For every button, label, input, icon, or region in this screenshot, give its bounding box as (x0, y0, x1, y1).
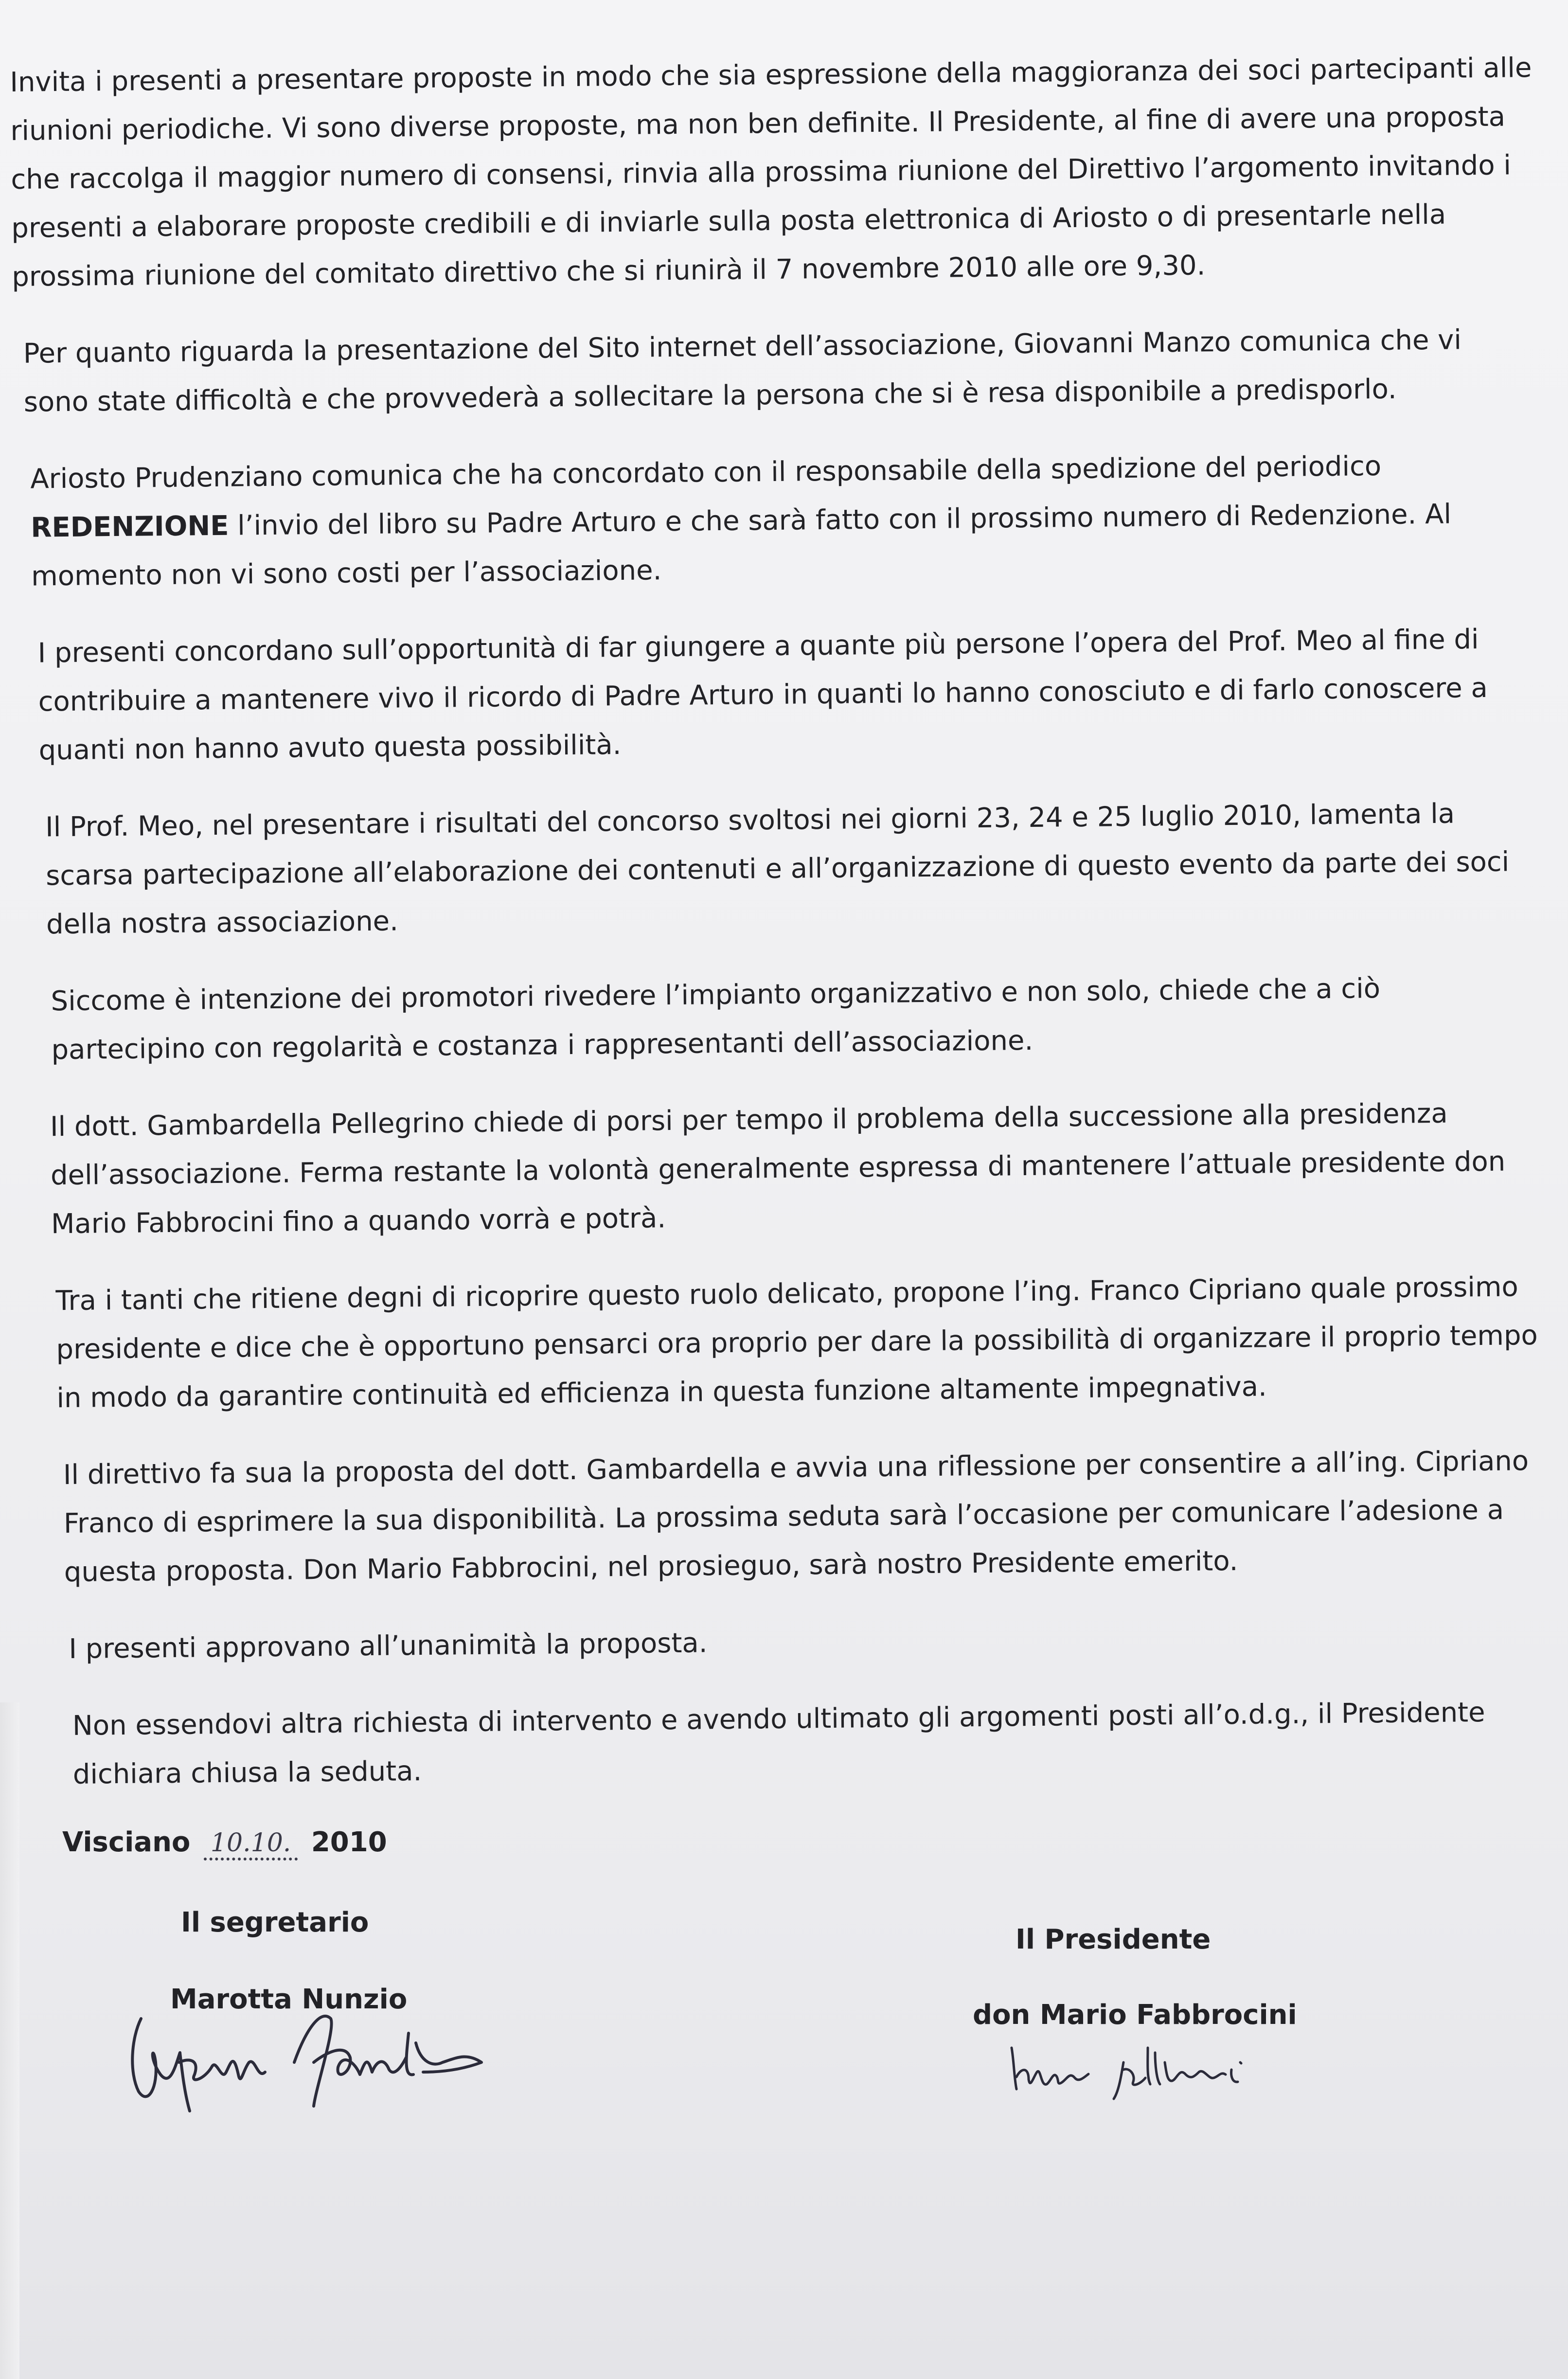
place-and-date (62, 1826, 387, 1860)
paragraph-meo-work: I presenti concordano sull’opportunità di far giungere a quante più persone l’opera del Prof. Meo al fine di contribuire a mantenere vivo il ricordo di Padre Arturo in quanti lo hanno conosciuto e di farlo conoscere a quanti non hanno avuto questa possibilità. (37, 624, 1488, 767)
ariosto-intro: Ariosto Prudenziano comunica che ha concordato con il responsabile della spedizione del periodico (30, 450, 1382, 495)
redenzione-emphasis: REDENZIONE (30, 510, 229, 544)
paragraph-contest: Il Prof. Meo, nel presentare i risultati del concorso svoltosi nei giorni 23, 24 e 25 luglio 2010, lamenta la scarsa partecipazione all’elaborazione dei contenuti e all’organizzazione di questo evento da parte dei soci della nostra associazione. (45, 798, 1510, 941)
paragraph-closing: Non essendovi altra richiesta di intervento e avendo ultimato gli argomenti posti all’o.d.g., il Presidente dichiara chiusa la seduta. (72, 1697, 1485, 1790)
paragraph-proposals: Invita i presenti a presentare proposte in modo che sia espressione della maggioranza dei soci partecipanti alle riunioni periodiche. Vi sono diverse proposte, ma non ben definite. Il Presidente, al fine di avere una proposta che raccolga il maggior numero di consensi, rinvia alla prossima riunione del Direttivo l’argomento invitando i presenti a elaborare proposte credibili e di inviarle sulla posta elettronica di Ariosto o di presentarle nella prossima riunione del comitato direttivo che si riunirà il 7 novembre 2010 alle ore 9,30. (10, 52, 1532, 293)
handwritten-date: 10.10. (204, 1828, 298, 1860)
paragraph-approval: I presenti approvano all’unanimità la proposta. (69, 1627, 708, 1665)
secretary-name: Marotta Nunzio (170, 1984, 408, 2015)
paragraph-ariosto (30, 441, 1537, 601)
minutes-body (10, 44, 1549, 1828)
president-title: Il Presidente (1016, 1924, 1211, 1955)
date-year: 2010 (311, 1826, 387, 1858)
paragraph-board-decision: Il direttivo fa sua la proposta del dott. Gambardella e avvia una riflessione per consentire a all’ing. Cipriano Franco di esprimere la sua disponibilità. La prossima seduta sarà l’occasione per comunicare l’adesione a questa proposta. Don Mario Fabbrocini, nel prosieguo, sarà nostro Presidente emerito. (63, 1445, 1529, 1589)
paragraph-succession: Il dott. Gambardella Pellegrino chiede di porsi per tempo il problema della successione alla presidenza dell’associazione. Ferma restante la volontà generalmente espressa di mantenere l’attuale presidente don Mario Fabbrocini fino a quando vorrà e potrà. (50, 1097, 1506, 1240)
paragraph-reorganization: Siccome è intenzione dei promotori rivedere l’impianto organizzativo e non solo, chiede che a ciò partecipino con regolarità e costanza i rappresentanti dell’associazione. (51, 973, 1381, 1066)
secretary-signature (122, 1989, 501, 2135)
president-name: don Mario Fabbrocini (973, 1999, 1297, 2031)
ariosto-rest: l’invio del libro su Padre Arturo e che sarà fatto con il prossimo numero di Redenzione. Al momento non vi sono costi per l’associazione. (31, 498, 1452, 592)
paragraph-candidate: Tra i tanti che ritiene degni di ricoprire questo ruolo delicato, propone l’ing. Franco Cipriano quale prossimo presidente e dice che è opportuno pensarci ora proprio per dare la possibilità di organizzare il proprio tempo in modo da garantire continuità ed efficienza in questa funzione altamente impegnativa. (55, 1271, 1538, 1414)
secretary-title: Il segretario (181, 1907, 369, 1938)
paragraph-website: Per quanto riguarda la presentazione del Sito internet dell’associazione, Giovanni Manzo comunica che vi sono state difficoltà e che provvederà a sollecitare la persona che si è resa disponibile a predisporlo. (23, 324, 1462, 418)
president-signature (1002, 2033, 1313, 2101)
place-name: Visciano (62, 1826, 191, 1858)
paper-edge (0, 1702, 19, 2379)
